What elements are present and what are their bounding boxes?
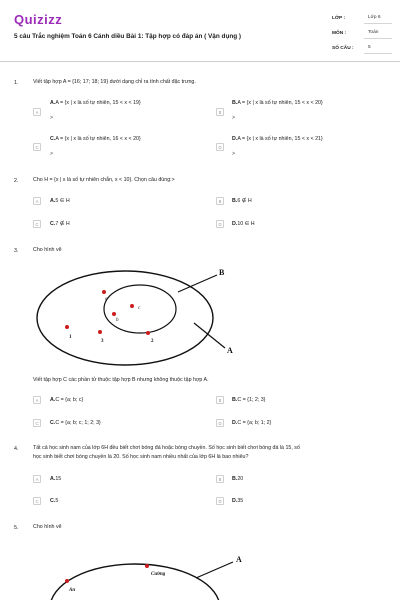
- q1-option-a-extra: >: [50, 115, 54, 121]
- meta-value-count: 5: [364, 45, 392, 54]
- q2-option-b[interactable]: B.6 ∉ H: [232, 198, 252, 204]
- point-a: [102, 290, 106, 294]
- q4-option-a[interactable]: A.15: [50, 476, 62, 482]
- q2-option-c-box[interactable]: C: [33, 220, 41, 228]
- point-3-label: 3: [101, 339, 104, 344]
- q3-option-b[interactable]: B.C = {1; 2; 3}: [232, 397, 266, 403]
- set-b-label: B: [219, 268, 225, 277]
- question-3-text: Cho hình vẽ: [33, 247, 62, 253]
- q2-option-a[interactable]: A.5 ∈ H: [50, 198, 70, 204]
- q1-option-c[interactable]: C.A = {x | x là số tự nhiên, 16 < x < 20}: [50, 136, 141, 142]
- question-3-text-2: Viết tập hợp C các phần tử thuộc tập hợp B nhưng không thuộc tập hợp A.: [33, 377, 209, 383]
- q4-option-c[interactable]: C.5: [50, 498, 59, 504]
- question-4-number: 4.: [14, 446, 19, 452]
- q4-option-b[interactable]: B.20: [232, 476, 244, 482]
- q1-option-a-box[interactable]: A: [33, 108, 41, 116]
- point-b-label: b: [116, 318, 119, 323]
- q1-option-d-box[interactable]: D: [216, 143, 224, 151]
- q1-option-c-extra: >: [50, 151, 54, 157]
- question-2-text: Cho H = {x | x là số tự nhiên chẵn, x < 10}. Chọn câu đúng:>: [33, 177, 175, 183]
- q1-option-b-box[interactable]: B: [216, 108, 224, 116]
- meta-label-grade: LỚP :: [332, 16, 346, 21]
- point-an: [65, 579, 69, 583]
- header: [0, 0, 400, 62]
- set-b-ellipse: [37, 271, 213, 365]
- q3-option-b-box[interactable]: B: [216, 396, 224, 404]
- q1-option-a[interactable]: A.A = {x | x là số tự nhiên, 15 < x < 19}: [50, 100, 141, 106]
- meta-value-grade: Lớp 6: [364, 15, 392, 24]
- venn-diagram-q3: [30, 262, 250, 372]
- q2-option-c[interactable]: C.7 ∉ H: [50, 221, 70, 227]
- q1-option-d[interactable]: D.A = {x | x là số tự nhiên, 15 < x < 21}: [232, 136, 323, 142]
- question-4-text: Tất cả học sinh nam của lớp 6H đều biết chơi bóng đá hoặc bóng chuyền. Số học sinh biết chơi bóng đá là 15, số: [33, 445, 300, 451]
- set-a-pointer-q5: [196, 562, 233, 578]
- question-5-text: Cho hình vẽ: [33, 524, 62, 530]
- q1-option-b[interactable]: B.A = {x | x là số tự nhiên, 15 < x < 20}: [232, 100, 323, 106]
- meta-label-subject: MÔN :: [332, 31, 347, 36]
- question-3-number: 3.: [14, 248, 19, 254]
- point-cuong: [145, 564, 149, 568]
- point-c-label: c: [138, 306, 141, 311]
- q1-option-d-extra: >: [232, 151, 236, 157]
- question-2-number: 2.: [14, 178, 19, 184]
- q1-option-c-box[interactable]: C: [33, 143, 41, 151]
- question-4-text-line-2: học sinh biết chơi bóng chuyền là 20. Số học sinh nam nhiều nhất của lớp 6H là bao nhiêu?: [33, 454, 249, 460]
- point-a-label: a: [105, 297, 108, 302]
- q3-option-c[interactable]: C.C = {a; b; c; 1; 2; 3}: [50, 420, 101, 426]
- point-3: [98, 330, 102, 334]
- q2-option-d-box[interactable]: D: [216, 220, 224, 228]
- q4-option-d-box[interactable]: D: [216, 497, 224, 505]
- point-b: [112, 312, 116, 316]
- q3-option-d[interactable]: D.C = {a; b; 1; 2}: [232, 420, 272, 426]
- point-1-label: 1: [69, 335, 72, 340]
- question-1-text: Viết tập hợp A = {16; 17; 18; 19} dưới dạng chỉ ra tính chất đặc trưng.: [33, 79, 196, 85]
- set-a-label: A: [227, 346, 233, 355]
- meta-value-subject: Toán: [364, 30, 392, 39]
- q3-option-d-box[interactable]: D: [216, 419, 224, 427]
- q3-option-a-box[interactable]: A: [33, 396, 41, 404]
- q2-option-a-box[interactable]: A: [33, 197, 41, 205]
- point-2-label: 2: [151, 339, 154, 344]
- set-a-label-q5: A: [236, 555, 242, 564]
- q2-option-d[interactable]: D.10 ∈ H: [232, 221, 255, 227]
- q1-option-b-extra: >: [232, 115, 236, 121]
- question-5-number: 5.: [14, 525, 19, 531]
- q4-option-c-box[interactable]: C: [33, 497, 41, 505]
- q4-option-a-box[interactable]: A: [33, 475, 41, 483]
- point-c: [130, 304, 134, 308]
- set-a-ellipse-q5: [50, 564, 220, 600]
- point-an-label: An: [69, 588, 76, 593]
- q4-option-b-box[interactable]: B: [216, 475, 224, 483]
- question-1-number: 1.: [14, 80, 19, 86]
- q3-option-c-box[interactable]: C: [33, 419, 41, 427]
- point-cuong-label: Cường: [151, 572, 166, 577]
- q2-option-b-box[interactable]: B: [216, 197, 224, 205]
- quizizz-logo[interactable]: Quizizz: [14, 12, 63, 27]
- meta-label-count: SỐ CÂU :: [332, 46, 354, 51]
- q3-option-a[interactable]: A.C = {a; b; c}: [50, 397, 84, 403]
- page-title: 5 câu Trắc nghiệm Toán 6 Cánh diều Bài 1: Tập hợp có đáp án ( Vận dụng ): [14, 33, 242, 40]
- point-2: [146, 331, 150, 335]
- q4-option-d[interactable]: D.35: [232, 498, 244, 504]
- point-1: [65, 325, 69, 329]
- venn-diagram-q5: [30, 548, 250, 600]
